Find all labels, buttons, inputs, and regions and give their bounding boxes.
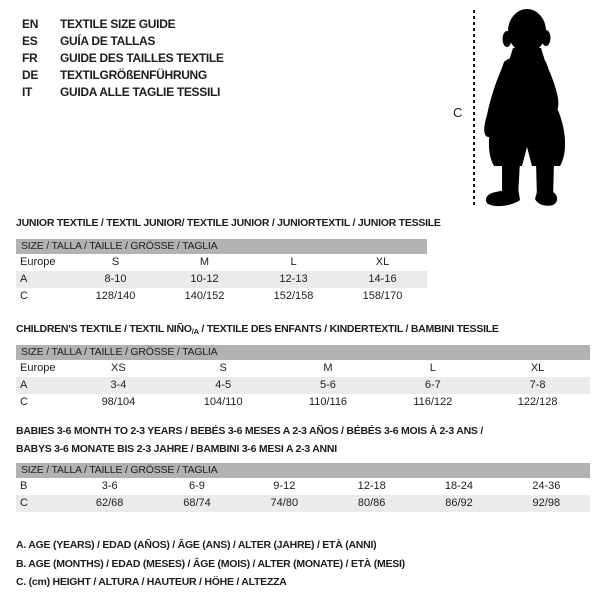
row-label: A — [20, 273, 28, 285]
cell-value: S — [219, 362, 227, 374]
size-header-bar: SIZE / TALLA / TAILLE / GRÖSSE / TAGLIA — [16, 239, 427, 254]
cell-value: 3-6 — [101, 480, 118, 492]
language-label: TEXTILE SIZE GUIDE — [60, 16, 176, 31]
cell-value: 24-36 — [532, 480, 561, 492]
cell-value: XL — [530, 362, 545, 374]
cell-value: 116/122 — [413, 396, 453, 408]
cell-value: 14-16 — [368, 273, 397, 285]
cell-value: 140/152 — [184, 290, 225, 302]
junior-table-title: JUNIOR TEXTILE / TEXTIL JUNIOR/ TEXTILE JUNIOR / JUNIORTEXTIL / JUNIOR TESSILE — [16, 217, 441, 229]
toddler-silhouette-icon — [480, 0, 600, 215]
cell-value: M — [199, 256, 210, 268]
babies-title-line2: BABYS 3-6 MONATE BIS 2-3 JAHRE / BAMBINI 3-6 MESI A 2-3 ANNI — [16, 442, 337, 455]
cell-value: 98/104 — [101, 396, 136, 408]
language-header — [22, 15, 224, 100]
cell-value: 74/80 — [270, 497, 299, 509]
cell-value: 110/116 — [308, 396, 348, 408]
language-row — [22, 15, 224, 32]
language-code: EN — [22, 16, 39, 31]
row-label: C — [20, 290, 28, 302]
cell-value: 158/170 — [362, 290, 403, 302]
cell-value: 18-24 — [444, 480, 474, 492]
cell-value: 128/140 — [95, 290, 136, 302]
children-title-subscript: /A — [191, 327, 199, 336]
language-row — [22, 83, 224, 100]
cell-value: 3-4 — [110, 379, 127, 391]
cell-value: 104/110 — [203, 396, 243, 408]
cell-value: 6-7 — [424, 379, 441, 391]
legend-note-height: C. (cm) HEIGHT / ALTURA / HAUTEUR / HÖHE / ALTEZZA — [16, 576, 287, 588]
cell-value: 4-5 — [215, 379, 232, 391]
row-label: Europe — [20, 362, 56, 374]
table-row — [16, 495, 590, 512]
cell-value: 68/74 — [183, 497, 211, 509]
babies-title-line1: BABIES 3-6 MONTH TO 2-3 YEARS / BEBÉS 3-6 MESES A 2-3 AÑOS / BÉBÉS 3-6 MOIS À 2-3 ANS / — [16, 425, 484, 437]
cell-value: 8-10 — [104, 273, 127, 285]
size-header-bar: SIZE / TALLA / TAILLE / GRÖSSE / TAGLIA — [16, 345, 590, 360]
cell-value: 12-13 — [279, 273, 308, 285]
table-row — [16, 288, 427, 305]
cell-value: 122/128 — [517, 396, 558, 408]
table-row — [16, 271, 427, 288]
cell-value: 86/92 — [445, 497, 473, 509]
cell-value: 12-18 — [357, 480, 386, 492]
language-code: FR — [22, 50, 38, 65]
row-label: B — [20, 480, 28, 492]
height-marker-line — [473, 10, 475, 206]
cell-value: 9-12 — [273, 480, 296, 492]
table-row — [16, 478, 590, 495]
cell-value: L — [290, 256, 297, 268]
table-row — [16, 377, 590, 394]
children-table-title — [16, 323, 499, 336]
cell-value: 6-9 — [189, 480, 205, 492]
language-code: IT — [22, 84, 33, 99]
cell-value: 62/68 — [95, 497, 124, 509]
table-row — [16, 254, 427, 271]
cell-value: L — [429, 362, 436, 374]
language-row — [22, 49, 224, 66]
table-row — [16, 360, 590, 377]
children-title-text: / TEXTILE DES ENFANTS / KINDERTEXTIL / BAMBINI TESSILE — [198, 323, 499, 335]
cell-value: XL — [375, 256, 390, 268]
row-label: A — [20, 379, 28, 391]
language-label: GUIDA ALLE TAGLIE TESSILI — [60, 84, 221, 99]
cell-value: 7-8 — [529, 379, 546, 391]
cell-value: S — [111, 256, 120, 268]
table-row — [16, 394, 590, 411]
cell-value: M — [323, 362, 333, 374]
cell-value: 10-12 — [190, 273, 219, 285]
legend-note-age-years: A. AGE (YEARS) / EDAD (AÑOS) / ÂGE (ANS) / ALTER (JAHRE) / ETÀ (ANNI) — [16, 539, 377, 551]
language-row — [22, 66, 224, 83]
cell-value: 80/86 — [357, 497, 386, 509]
language-label: TEXTILGRÖßENFÜHRUNG — [60, 67, 207, 82]
language-label: GUÍA DE TALLAS — [60, 33, 156, 48]
babies-table-title — [16, 423, 483, 458]
row-label: C — [20, 396, 28, 408]
legend-notes — [16, 536, 405, 592]
language-code: ES — [22, 33, 38, 48]
children-title-text: CHILDREN'S TEXTILE / TEXTIL NIÑO — [16, 323, 192, 335]
row-label: Europe — [20, 256, 56, 268]
row-label: C — [20, 497, 28, 509]
size-header-bar: SIZE / TALLA / TAILLE / GRÖSSE / TAGLIA — [16, 463, 590, 478]
legend-note-age-months: B. AGE (MONTHS) / EDAD (MESES) / ÂGE (MOIS) / ALTER (MONATE) / ETÀ (MESI) — [16, 557, 405, 570]
junior-size-table — [16, 239, 427, 305]
children-size-table — [16, 345, 590, 411]
cell-value: 152/158 — [273, 290, 314, 302]
language-label: GUIDE DES TAILLES TEXTILE — [60, 50, 224, 65]
cell-value: 92/98 — [532, 497, 561, 509]
language-row — [22, 32, 224, 49]
cell-value: 5-6 — [320, 379, 336, 391]
babies-size-table — [16, 463, 590, 512]
language-code: DE — [22, 67, 39, 82]
cell-value: XS — [111, 362, 126, 374]
height-marker-label: C — [453, 105, 463, 120]
